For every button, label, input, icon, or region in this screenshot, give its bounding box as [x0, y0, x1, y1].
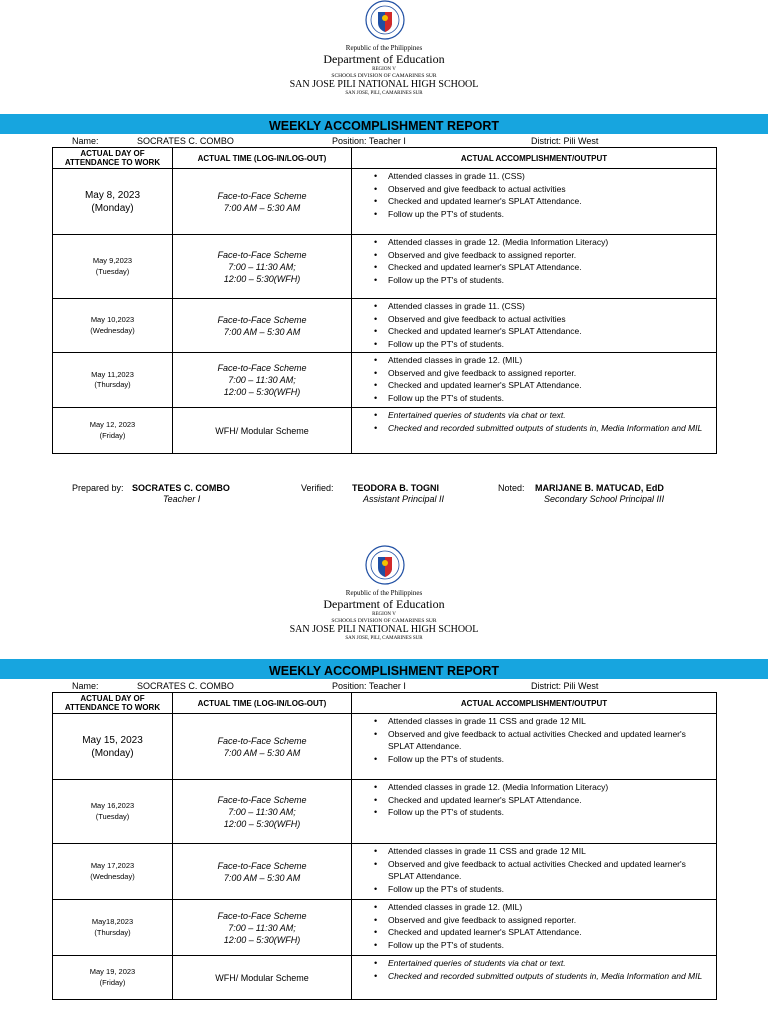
accomplishment-item: • Follow up the PT's of students. [388, 208, 716, 221]
accomplishment-item: • Follow up the PT's of students. [388, 883, 716, 896]
day-name: (Monday) [91, 202, 134, 214]
day-name: (Tuesday) [95, 811, 130, 821]
day-cell [53, 353, 173, 408]
day-cell [53, 714, 173, 780]
verified-block [301, 483, 445, 504]
col-header-day: ACTUAL DAY OF ATTENDANCE TO WORK [53, 693, 173, 714]
verified-label: Verified: [301, 483, 334, 493]
division-text: SCHOOLS DIVISION OF CAMARINES SUR [331, 618, 437, 624]
school-name: SAN JOSE PILI NATIONAL HIGH SCHOOL [289, 624, 479, 635]
table-row [53, 956, 717, 1000]
accomplishment-item: • Checked and updated learner's SPLAT Attendance. [388, 325, 716, 338]
time-line: WFH/ Modular Scheme [215, 972, 309, 983]
noted-label: Noted: [498, 483, 525, 493]
time-line: 7:00 AM – 5:30 AM [223, 326, 301, 337]
table-row [53, 299, 717, 353]
time-cell [173, 900, 352, 956]
day-name: (Tuesday) [95, 266, 130, 276]
prepared-label: Prepared by: [72, 483, 124, 493]
time-line: 7:00 – 11:30 AM; [228, 261, 296, 272]
accomplishment-item: • Checked and updated learner's SPLAT Attendance. [388, 379, 716, 392]
accomplishment-cell [352, 714, 717, 780]
time-cell [173, 714, 352, 780]
time-cell [173, 299, 352, 353]
department-text: Department of Education [323, 597, 445, 611]
attendance-table [52, 692, 717, 1000]
accomplishment-list [352, 353, 716, 404]
division-text: SCHOOLS DIVISION OF CAMARINES SUR [331, 73, 437, 79]
time-cell [173, 353, 352, 408]
accomplishment-item: • Attended classes in grade 11. (CSS) [388, 170, 716, 183]
accomplishment-list [352, 235, 716, 286]
day-cell [53, 408, 173, 454]
accomplishment-item: • Observed and give feedback to actual activities Checked and updated learner's SPLAT Attendance. [388, 728, 716, 753]
day-date: May 17,2023 [90, 861, 135, 870]
time-line: WFH/ Modular Scheme [215, 425, 309, 436]
accomplishment-list [352, 408, 716, 434]
time-line: Face-to-Face Scheme [217, 860, 307, 871]
republic-text: Republic of the Philippines [345, 44, 423, 52]
report-title: WEEKLY ACCOMPLISHMENT REPORT [268, 119, 500, 133]
position-value: Position: Teacher I [332, 136, 406, 146]
accomplishment-item: • Follow up the PT's of students. [388, 939, 716, 952]
time-line: 7:00 AM – 5:30 AM [223, 747, 301, 758]
accomplishment-item: • Follow up the PT's of students. [388, 338, 716, 351]
name-label: Name: [72, 681, 99, 691]
table-row [53, 900, 717, 956]
accomplishment-item: • Observed and give feedback to actual activities Checked and updated learner's SPLAT Attendance. [388, 858, 716, 883]
deped-seal-icon [365, 545, 405, 585]
time-line: 7:00 AM – 5:30 AM [223, 202, 301, 213]
table-row [53, 408, 717, 454]
col-header-time: ACTUAL TIME (LOG-IN/LOG-OUT) [173, 148, 352, 169]
accomplishment-item: • Follow up the PT's of students. [388, 274, 716, 287]
time-cell [173, 780, 352, 844]
accomplishment-item: • Observed and give feedback to assigned reporter. [388, 914, 716, 927]
accomplishment-item: • Checked and updated learner's SPLAT Attendance. [388, 794, 716, 807]
accomplishment-item: • Observed and give feedback to actual activities [388, 313, 716, 326]
day-cell [53, 900, 173, 956]
col-header-output: ACTUAL ACCOMPLISHMENT/OUTPUT [352, 148, 717, 169]
accomplishment-cell [352, 169, 717, 235]
day-date: May 8, 2023 [84, 189, 141, 201]
accomplishment-list [352, 169, 716, 220]
accomplishment-item: • Observed and give feedback to actual activities [388, 183, 716, 196]
accomplishment-item: • Attended classes in grade 12. (MIL) [388, 354, 716, 367]
prepared-title: Teacher I [163, 494, 201, 504]
accomplishment-list [352, 299, 716, 350]
day-cell [53, 299, 173, 353]
day-date: May 12, 2023 [89, 420, 136, 429]
district-value: District: Pili West [531, 681, 599, 691]
name-label: Name: [72, 136, 99, 146]
day-date: May 9,2023 [92, 256, 133, 265]
accomplishment-item: • Follow up the PT's of students. [388, 753, 716, 766]
day-name: (Thursday) [94, 927, 131, 937]
time-line: Face-to-Face Scheme [217, 735, 307, 746]
verified-name: TEODORA B. TOGNI [352, 483, 440, 493]
col-header-day: ACTUAL DAY OF ATTENDANCE TO WORK [53, 148, 173, 169]
time-line: 7:00 – 11:30 AM; [228, 922, 296, 933]
accomplishment-list [352, 780, 716, 819]
time-cell [173, 408, 352, 454]
accomplishment-item: • Checked and recorded submitted outputs of students in, Media Information and MIL [388, 970, 716, 983]
accomplishment-item: • Attended classes in grade 11 CSS and grade 12 MIL [388, 845, 716, 858]
col-header-time: ACTUAL TIME (LOG-IN/LOG-OUT) [173, 693, 352, 714]
accomplishment-item: • Observed and give feedback to assigned reporter. [388, 367, 716, 380]
time-line: 12:00 – 5:30(WFH) [223, 387, 301, 397]
accomplishment-item: • Observed and give feedback to assigned reporter. [388, 249, 716, 262]
accomplishment-list [352, 844, 716, 895]
accomplishment-list [352, 900, 716, 951]
day-name: (Friday) [99, 430, 126, 440]
time-line: 7:00 – 11:30 AM; [228, 375, 296, 385]
accomplishment-item: • Attended classes in grade 11 CSS and grade 12 MIL [388, 715, 716, 728]
day-name: (Monday) [91, 747, 134, 759]
prepared-by-block [72, 483, 230, 504]
republic-text: Republic of the Philippines [345, 589, 423, 597]
attendance-table [52, 147, 717, 454]
day-name: (Thursday) [94, 380, 131, 389]
time-cell [173, 844, 352, 900]
department-text: Department of Education [323, 52, 445, 66]
accomplishment-cell [352, 780, 717, 844]
day-date: May 10,2023 [90, 315, 135, 324]
accomplishment-list [352, 956, 716, 982]
accomplishment-cell [352, 900, 717, 956]
accomplishment-cell [352, 353, 717, 408]
verified-title: Assistant Principal II [363, 494, 445, 504]
accomplishment-cell [352, 956, 717, 1000]
name-value: SOCRATES C. COMBO [137, 681, 234, 691]
accomplishment-list [352, 714, 716, 765]
school-address: SAN JOSE, PILI, CAMARINES SUR [345, 636, 423, 641]
prepared-name: SOCRATES C. COMBO [132, 483, 230, 493]
day-cell [53, 169, 173, 235]
time-cell [173, 169, 352, 235]
accomplishment-item: • Checked and updated learner's SPLAT Attendance. [388, 195, 716, 208]
accomplishment-item: • Follow up the PT's of students. [388, 392, 716, 405]
table-row [53, 780, 717, 844]
report-title: WEEKLY ACCOMPLISHMENT REPORT [268, 664, 500, 678]
accomplishment-item: • Attended classes in grade 12. (MIL) [388, 901, 716, 914]
time-line: 12:00 – 5:30(WFH) [223, 934, 301, 945]
noted-name: MARIJANE B. MATUCAD, EdD [535, 483, 664, 493]
day-cell [53, 780, 173, 844]
accomplishment-cell [352, 299, 717, 353]
accomplishment-item: • Checked and recorded submitted outputs of students in, Media Information and MIL [388, 422, 716, 435]
day-cell [53, 956, 173, 1000]
time-line: 12:00 – 5:30(WFH) [223, 273, 301, 284]
accomplishment-item: • Attended classes in grade 12. (Media Information Literacy) [388, 781, 716, 794]
time-line: 12:00 – 5:30(WFH) [223, 818, 301, 829]
accomplishment-cell [352, 844, 717, 900]
table-row [53, 169, 717, 235]
time-cell [173, 956, 352, 1000]
table-row [53, 714, 717, 780]
col-header-output: ACTUAL ACCOMPLISHMENT/OUTPUT [352, 693, 717, 714]
noted-title: Secondary School Principal III [544, 494, 665, 504]
time-cell [173, 235, 352, 299]
time-line: 7:00 – 11:30 AM; [228, 806, 296, 817]
day-name: (Wednesday) [90, 325, 135, 335]
accomplishment-item: • Checked and updated learner's SPLAT Attendance. [388, 926, 716, 939]
day-cell [53, 844, 173, 900]
day-date: May18,2023 [91, 917, 134, 926]
table-row [53, 844, 717, 900]
day-date: May 16,2023 [90, 801, 135, 810]
time-line: Face-to-Face Scheme [217, 314, 307, 325]
table-row [53, 353, 717, 408]
noted-block [498, 483, 665, 504]
region-text: REGION V [372, 67, 396, 72]
time-line: Face-to-Face Scheme [217, 910, 307, 921]
accomplishment-item: • Checked and updated learner's SPLAT Attendance. [388, 261, 716, 274]
day-date: May 19, 2023 [89, 967, 136, 976]
accomplishment-item: • Attended classes in grade 12. (Media Information Literacy) [388, 236, 716, 249]
deped-seal-icon [365, 0, 405, 40]
accomplishment-item: • Attended classes in grade 11. (CSS) [388, 300, 716, 313]
accomplishment-item: • Entertained queries of students via chat or text. [388, 409, 716, 422]
accomplishment-item: • Entertained queries of students via chat or text. [388, 957, 716, 970]
school-address: SAN JOSE, PILI, CAMARINES SUR [345, 91, 423, 96]
region-text: REGION V [372, 612, 396, 617]
time-line: Face-to-Face Scheme [217, 794, 307, 805]
day-date: May 11,2023 [91, 369, 134, 379]
accomplishment-item: • Follow up the PT's of students. [388, 806, 716, 819]
position-value: Position: Teacher I [332, 681, 406, 691]
school-name: SAN JOSE PILI NATIONAL HIGH SCHOOL [289, 79, 479, 90]
time-line: Face-to-Face Scheme [217, 190, 307, 201]
day-name: (Wednesday) [90, 871, 135, 881]
table-row [53, 235, 717, 299]
day-date: May 15, 2023 [82, 734, 143, 746]
time-line: Face-to-Face Scheme [217, 249, 307, 260]
accomplishment-cell [352, 408, 717, 454]
day-name: (Friday) [99, 977, 126, 987]
district-value: District: Pili West [531, 136, 599, 146]
name-value: SOCRATES C. COMBO [137, 136, 234, 146]
time-line: Face-to-Face Scheme [217, 363, 307, 373]
time-line: 7:00 AM – 5:30 AM [223, 872, 301, 883]
day-cell [53, 235, 173, 299]
accomplishment-cell [352, 235, 717, 299]
